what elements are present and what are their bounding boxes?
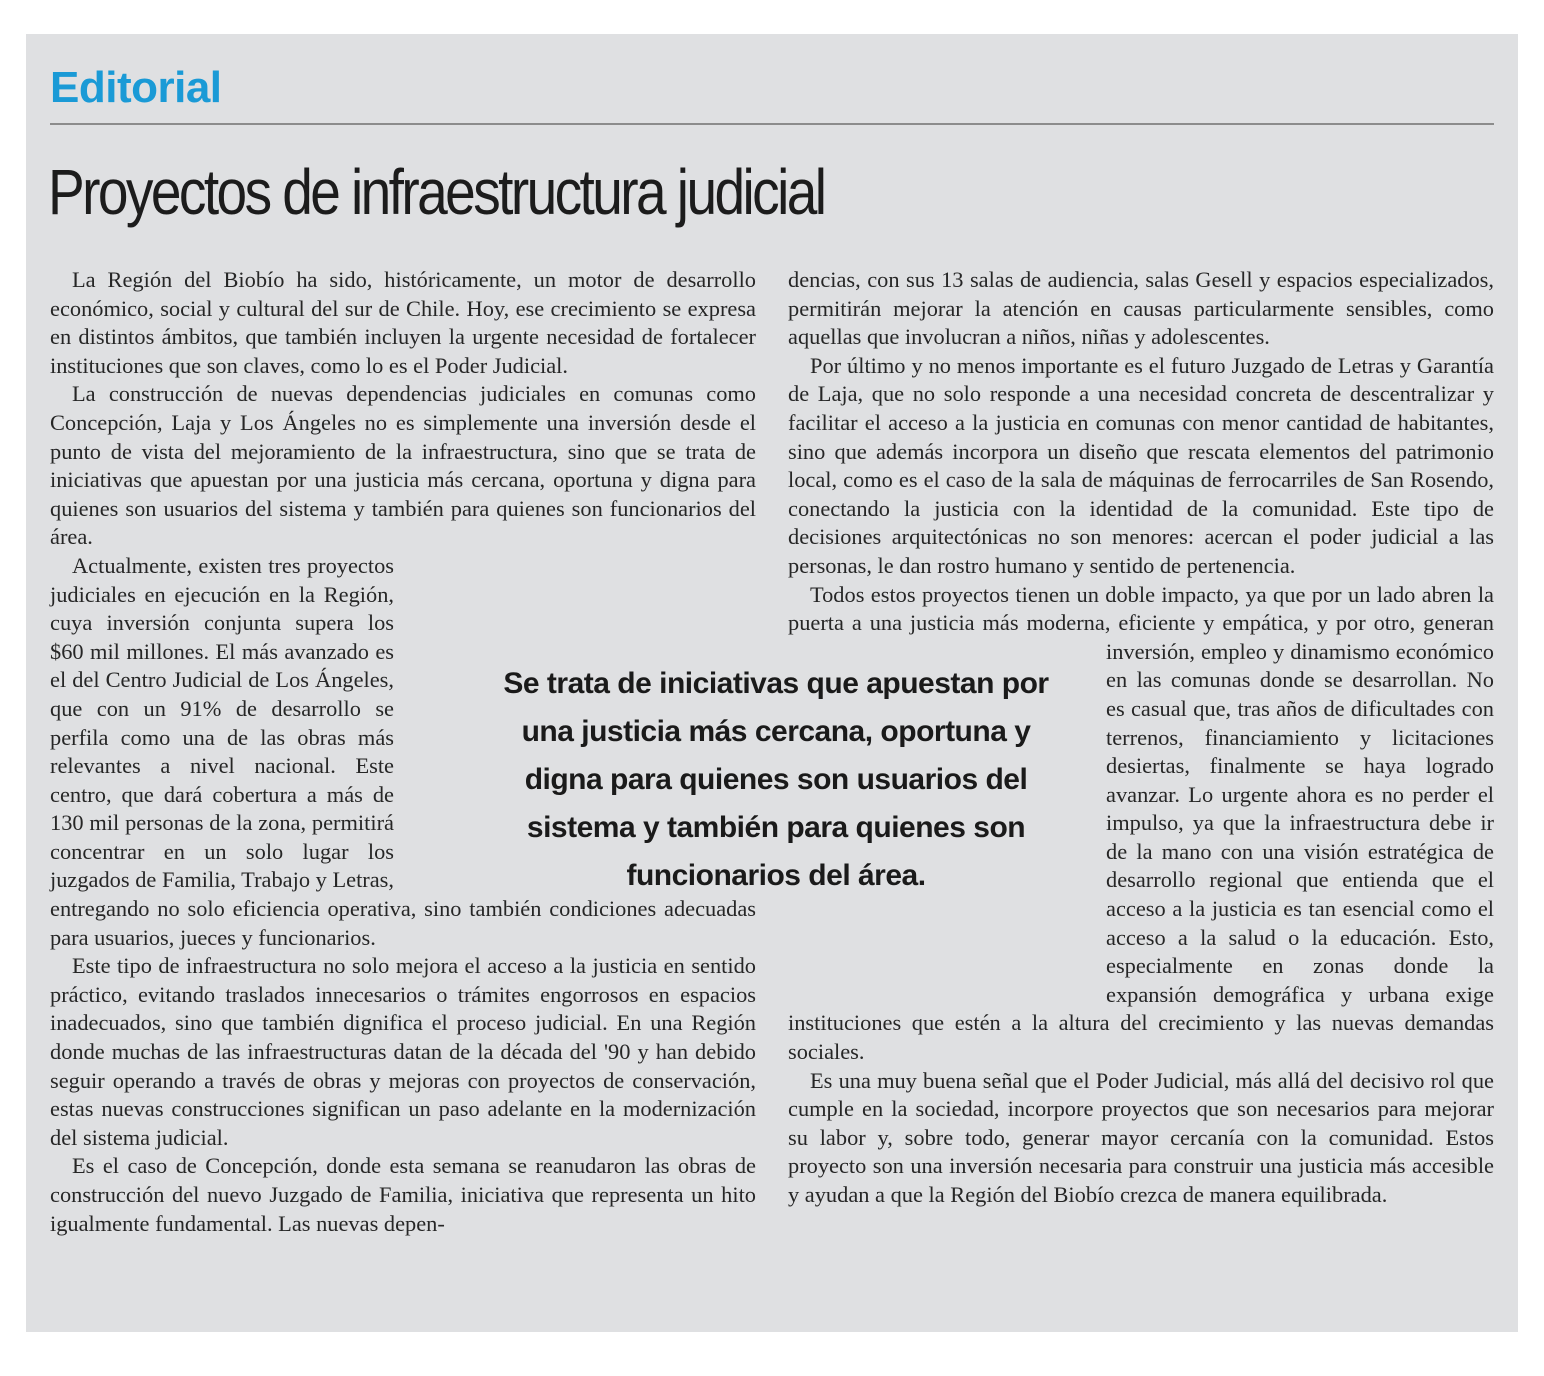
right-paragraph: Por último y no menos importante es el futuro Juzgado de Letras y Garantía de Laja, que no solo responde a una necesidad concreta de descentralizar y facilitar el acceso a la justicia en comunas con menor cantidad de habitantes, sino que además incorpora un diseño que rescata elementos del patrimonio local, como es el caso de la sala de máquinas de ferrocarriles de San Rosendo, conectando la justicia con la identidad de la comunidad. Este tipo de decisiones arquitectónicas no son menores: acercan el poder judicial a las personas, le dan rostro humano y sentido de pertenencia.	[788, 352, 1494, 578]
header-rule	[50, 123, 1494, 125]
right-paragraph: Es una muy buena señal que el Poder Judicial, más allá del decisivo rol que cumple en la sociedad, incorpore proyectos que son necesarios para mejorar su labor y, sobre todo, generar mayor cercanía con la comunidad. Estos proyecto son una inversión necesaria para construir una justicia más accesible y ayudan a que la Región del Biobío crezca de manera equilibrada.	[788, 1067, 1494, 1207]
left-paragraph: Es el caso de Concepción, donde esta semana se reanudaron las obras de construcción del nuevo Juzgado de Familia, iniciativa que representa un hito igualmente fundamental. Las nuevas depen-	[50, 1153, 756, 1236]
left-paragraph: La Región del Biobío ha sido, históricamente, un motor de desarrollo económico, social y cultural del sur de Chile. Hoy, ese crecimiento se expresa en distintos ámbitos, que también incluyen la urgente necesidad de fortalecer instituciones que son claves, como lo es el Poder Judicial.	[50, 267, 756, 378]
editorial-page	[26, 34, 1518, 1332]
pull-quote: Se trata de iniciativas que apuestan por una justicia más cercana, oportuna y digna para quienes son usuarios del sistema y también para quienes son funcionarios del área.	[503, 667, 1049, 892]
left-paragraph: La construcción de nuevas dependencias judiciales en comunas como Concepción, Laja y Los Ángeles no es simplemente una inversión desde el punto de vista del mejoramiento de la infraestructura, sino que se trata de iniciativas que apuestan por una justicia más cercana, oportuna y digna para quienes son usuarios del sistema y también para quienes son funcionarios del área.	[50, 381, 756, 550]
right-paragraph-continued: dencias, con sus 13 salas de audiencia, salas Gesell y espacios especializados, permitirán mejorar la atención en causas particularmente sensibles, como aquellas que involucran a niños, niñas y adolescentes.	[788, 267, 1494, 350]
left-paragraph: Este tipo de infraestructura no solo mejora el acceso a la justicia en sentido práctico, evitando traslados innecesarios o trámites engorrosos en espacios inadecuados, sino que también dignifica el proceso judicial. En una Región donde muchas de las infraestructuras datan de la década del '90 y han debido seguir operando a través de obras y mejoras con proyectos de conservación, estas nuevas construcciones significan un paso adelante en la modernización del sistema judicial.	[50, 953, 756, 1150]
left-paragraph: Actualmente, existen tres proyectos judiciales en ejecución en la Región, cuya inversión conjunta supera los $60 mil millones. El más avanzado es el del Centro Judicial de Los Ángeles, que con un 91% de desarrollo se perfila como una de las obras más relevantes a nivel nacional. Este centro, que dará cobertura a más de 130 mil personas de la zona, permitirá concentrar en un solo lugar los juzgados de Familia, Trabajo y Letras, entregando no solo eficiencia operativa, sino también condiciones adecuadas para usuarios, jueces y funcionarios.	[50, 552, 756, 950]
section-label: Editorial	[50, 63, 222, 112]
headline: Proyectos de infraestructura judicial	[48, 156, 825, 228]
right-paragraph: Todos estos proyectos tienen un doble impacto, ya que por un lado abren la puerta a una justicia más moderna, eficiente y empática, y por otro, generan inversión, empleo y dinamismo económico en las comunas donde se desarrollan. No es casual que, tras años de dificultades con terrenos, financiamiento y licitaciones desiertas, finalmente se haya logrado avanzar. Lo urgente ahora es no perder el impulso, ya que la infraestructura debe ir de la mano con una visión estratégica de desarrollo regional que entienda que el acceso a la justicia es tan esencial como el acceso a la salud o la educación. Esto, especialmente en zonas donde la expansión demográfica y urbana exige instituciones que estén a la altura del crecimiento y las nuevas demandas sociales.	[788, 581, 1494, 1065]
